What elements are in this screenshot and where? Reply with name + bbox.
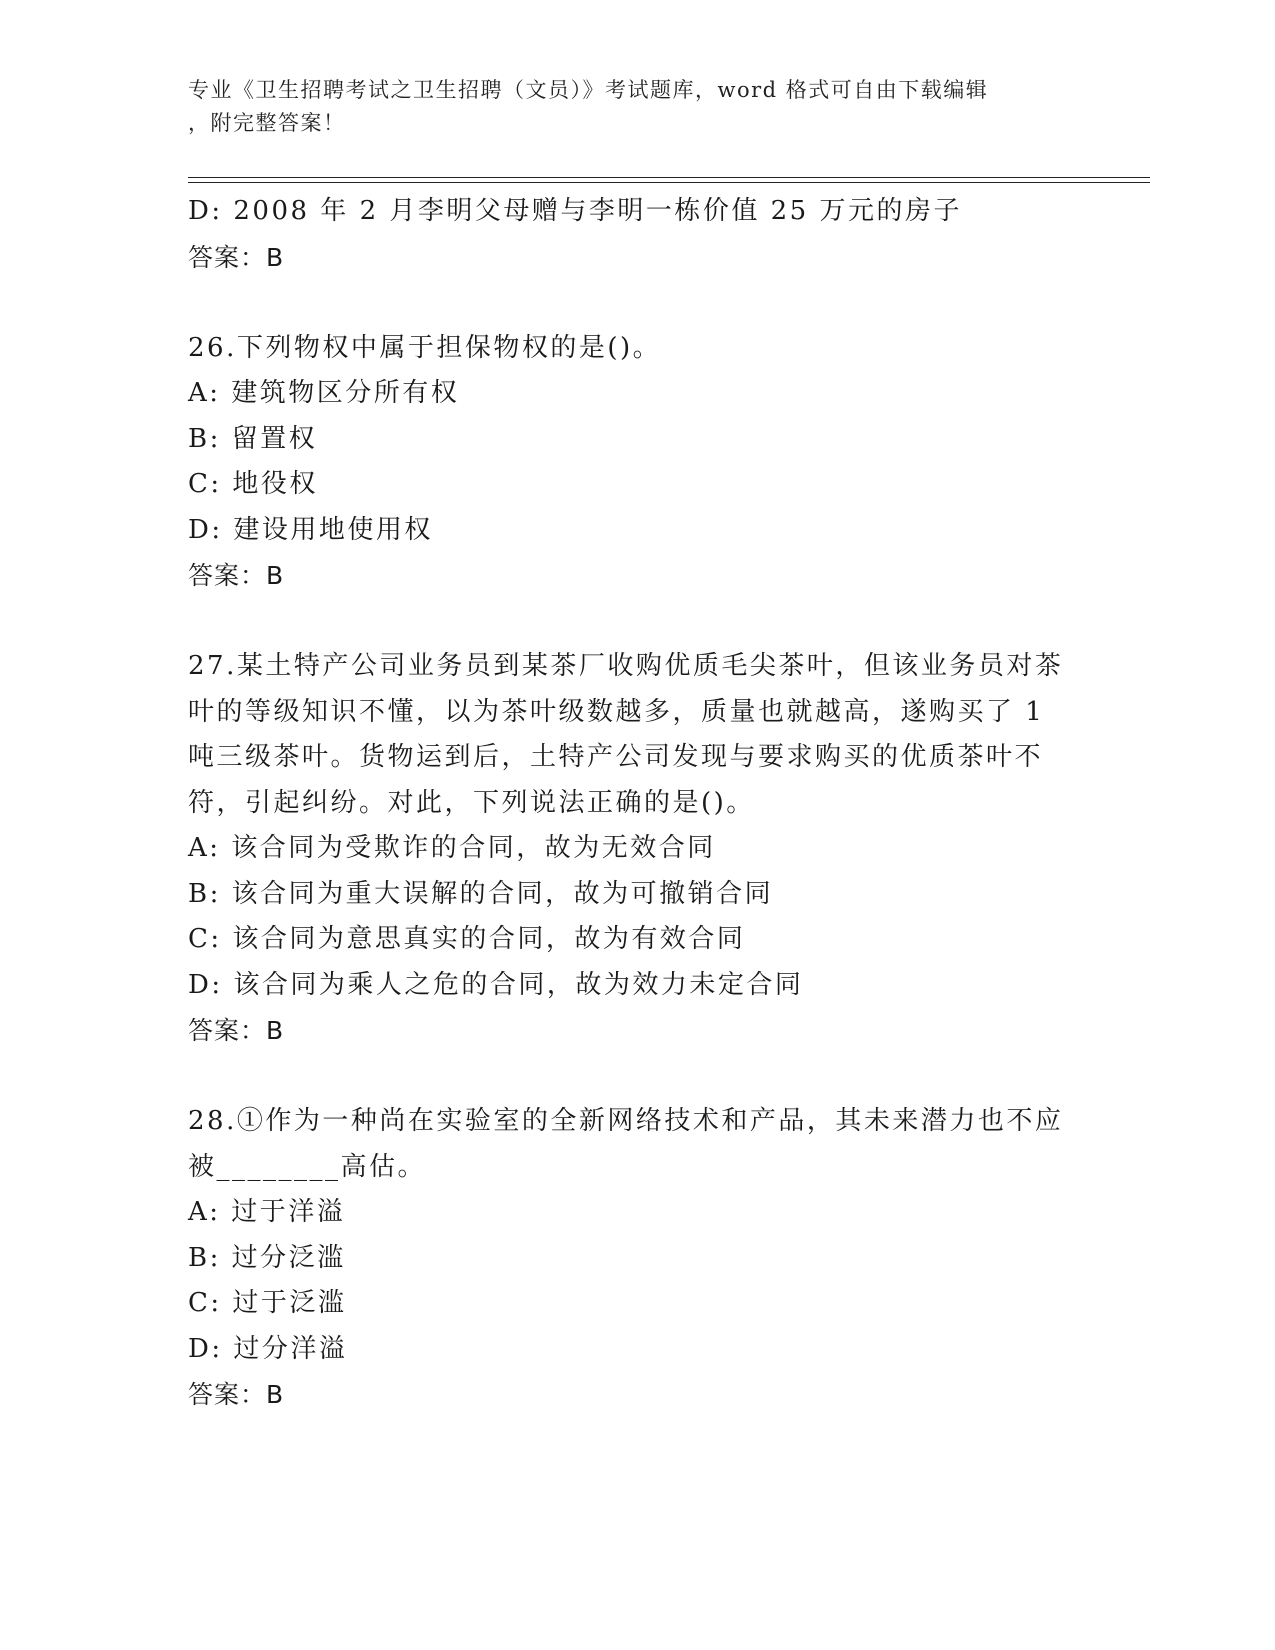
option-b: B: 过分泛滥 xyxy=(188,1242,346,1273)
option-d: D: 2008 年 2 月李明父母赠与李明一栋价值 25 万元的房子 xyxy=(188,196,962,226)
option-c: C: 该合同为意思真实的合同，故为有效合同 xyxy=(188,924,746,954)
question-stem-line: 符，引起纠纷。对此，下列说法正确的是()。 xyxy=(188,787,755,818)
option-a: A: 该合同为受欺诈的合同，故为无效合同 xyxy=(188,833,716,863)
spacer xyxy=(188,599,1088,645)
answer-line: 答案：B xyxy=(188,561,285,590)
header-divider-top xyxy=(188,177,1150,178)
option-d: D: 该合同为乘人之危的合同，故为效力未定合同 xyxy=(188,969,804,1000)
answer-line: 答案：B xyxy=(188,1380,285,1409)
question-stem: 26.下列物权中属于担保物权的是()。 xyxy=(188,332,662,363)
option-a: A: 建筑物区分所有权 xyxy=(188,378,460,408)
spacer xyxy=(188,280,1088,326)
option-a: A: 过于洋溢 xyxy=(188,1197,346,1227)
question-block-27 xyxy=(188,644,1088,1054)
option-c: C: 过于泛滥 xyxy=(188,1288,347,1318)
question-block-26 xyxy=(188,326,1088,599)
question-block-28 xyxy=(188,1099,1088,1418)
answer-line: 答案：B xyxy=(188,1016,285,1045)
option-d: D: 过分洋溢 xyxy=(188,1333,348,1364)
header-line-1: 专业《卫生招聘考试之卫生招聘（文员）》考试题库，word 格式可自由下载编辑 xyxy=(188,78,989,102)
option-b: B: 留置权 xyxy=(188,423,318,454)
question-stem-line: 27.某土特产公司业务员到某茶厂收购优质毛尖茶叶，但该业务员对茶 xyxy=(188,651,1064,681)
question-stem-line: 叶的等级知识不懂，以为茶叶级数越多，质量也就越高，遂购买了 1 xyxy=(188,696,1045,727)
question-stem-line: 吨三级茶叶。货物运到后，土特产公司发现与要求购买的优质茶叶不 xyxy=(188,742,1044,772)
question-stem-line: 28.①作为一种尚在实验室的全新网络技术和产品，其未来潜力也不应 xyxy=(188,1106,1064,1136)
question-stem-line: 被________高估。 xyxy=(188,1151,427,1182)
question-block-prev xyxy=(188,189,1088,280)
option-c: C: 地役权 xyxy=(188,469,318,499)
spacer xyxy=(188,1054,1088,1100)
answer-line: 答案：B xyxy=(188,242,285,272)
option-d: D: 建设用地使用权 xyxy=(188,514,433,545)
header-divider-bottom xyxy=(188,182,1150,183)
option-b: B: 该合同为重大误解的合同，故为可撤销合同 xyxy=(188,878,774,909)
header-line-2: ，附完整答案！ xyxy=(188,111,346,135)
question-list xyxy=(188,189,1088,1418)
document-header xyxy=(188,74,1088,140)
